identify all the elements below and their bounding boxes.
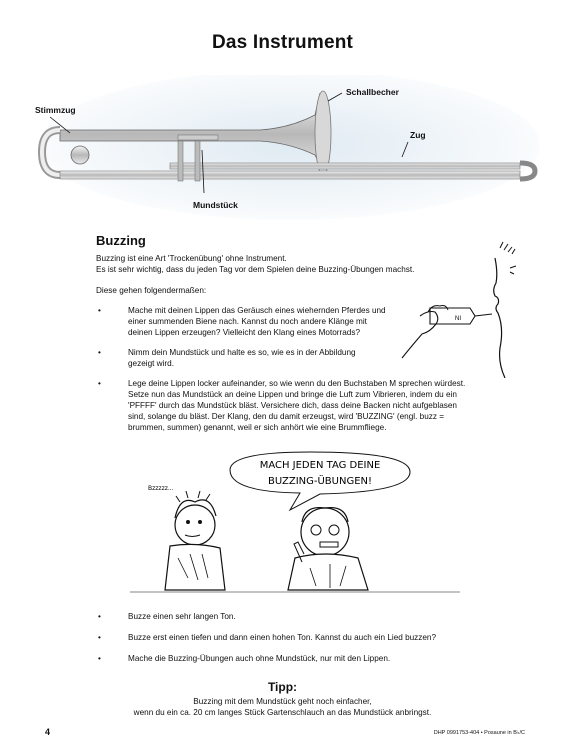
buzzing-heading: Buzzing: [96, 233, 146, 248]
mouthpiece-sketch: [400, 238, 540, 378]
teacher-mouthpiece: [320, 542, 338, 547]
bell-rim: [315, 91, 331, 175]
label-schallbecher: Schallbecher: [346, 87, 399, 97]
slide-tube-inner: [170, 163, 520, 169]
boy-body: [165, 544, 225, 590]
speech-line-1: MACH JEDEN TAG DEINE: [259, 460, 381, 471]
page-number: 4: [45, 727, 51, 737]
label-stimmzug: Stimmzug: [35, 105, 76, 115]
list-item-text: Mache die Buzzing-Übungen auch ohne Mundstück, nur mit den Lippen.: [128, 654, 391, 663]
mouthpiece-shank: [178, 135, 218, 140]
buzz-sound: Bzzzzz...: [148, 485, 174, 492]
cartoon-drawing: [130, 450, 460, 600]
footer-catalog-code: DHP 0991753-404 • Posaune in B♭/C: [433, 730, 525, 736]
bullet-marker: •: [98, 379, 101, 388]
teacher-head: [301, 508, 349, 556]
intro-line: Es ist sehr wichtig, dass du jeden Tag vor dem Spielen deine Buzzing-Übungen machst.: [96, 265, 415, 274]
bullet-marker: •: [98, 633, 101, 642]
face-with-mouthpiece-drawing: [400, 238, 540, 378]
tipp-line: wenn du ein ca. 20 cm langes Stück Gartenschlauch an das Mundstück anbringst.: [133, 708, 432, 717]
tipp-text: [0, 696, 565, 718]
intro-line: Buzzing ist eine Art 'Trockenübung' ohne Instrument.: [96, 254, 287, 263]
water-key: [71, 146, 89, 164]
list-item-text: Mache mit deinen Lippen das Geräusch eines wiehernden Pferdes und einer summenden Biene nach. Kannst du noch andere Klänge mit deinen Lippen erzeugen? Vielleicht den Klang eines Motorrads?: [128, 306, 386, 337]
cartoon-illustration: [130, 450, 460, 600]
tipp-line: Buzzing mit dem Mundstück geht noch einfacher,: [193, 697, 372, 706]
label-mundstueck: Mundstück: [193, 200, 238, 210]
trombone-diagram: [30, 75, 540, 225]
tipp-heading: Tipp:: [267, 680, 298, 694]
bullet-marker: •: [98, 306, 101, 315]
list-item-text: Nimm dein Mundstück und halte es so, wie es in der Abbildung gezeigt wird.: [128, 348, 356, 368]
list-item-text: Buzze erst einen tiefen und dann einen hohen Ton. Kannst du auch ein Lied buzzen?: [128, 633, 437, 642]
boy-head: [175, 505, 215, 545]
slide-tube-outer: [60, 171, 520, 179]
bullet-marker: •: [98, 654, 101, 663]
background-wash: [40, 75, 540, 220]
speech-line-2: BUZZING-ÜBUNGEN!: [267, 476, 373, 487]
trombone-illustration: [30, 75, 540, 225]
bullet-marker: •: [98, 612, 101, 621]
label-zug: Zug: [410, 130, 426, 140]
mouthpiece-mark: NI: [455, 316, 461, 322]
bullet-marker: •: [98, 348, 101, 357]
list-item-text: Buzze einen sehr langen Ton.: [128, 612, 236, 621]
page-title: Das Instrument: [211, 32, 354, 53]
lead-in: Diese gehen folgendermaßen:: [96, 286, 207, 295]
buzzing-intro: [96, 253, 414, 275]
teacher-body: [288, 554, 368, 590]
list-item-text: Lege deine Lippen locker aufeinander, so wie wenn du den Buchstaben M sprechen würdest. Setze nun das Mundstück an deine Lippen und bringe die Luft zum Vibrieren, indem du ein 'PFFFF' durch das Mundstück bläst. Versichere dich, dass deine Backen nicht aufgeblasen sind, solange du bläst. Der Klang, den du damit erzeugst, wird 'BUZZING' (engl. buzz = brummen, summen) genannt, weil er sich anhört wie eine Brummfliege.: [128, 379, 466, 432]
